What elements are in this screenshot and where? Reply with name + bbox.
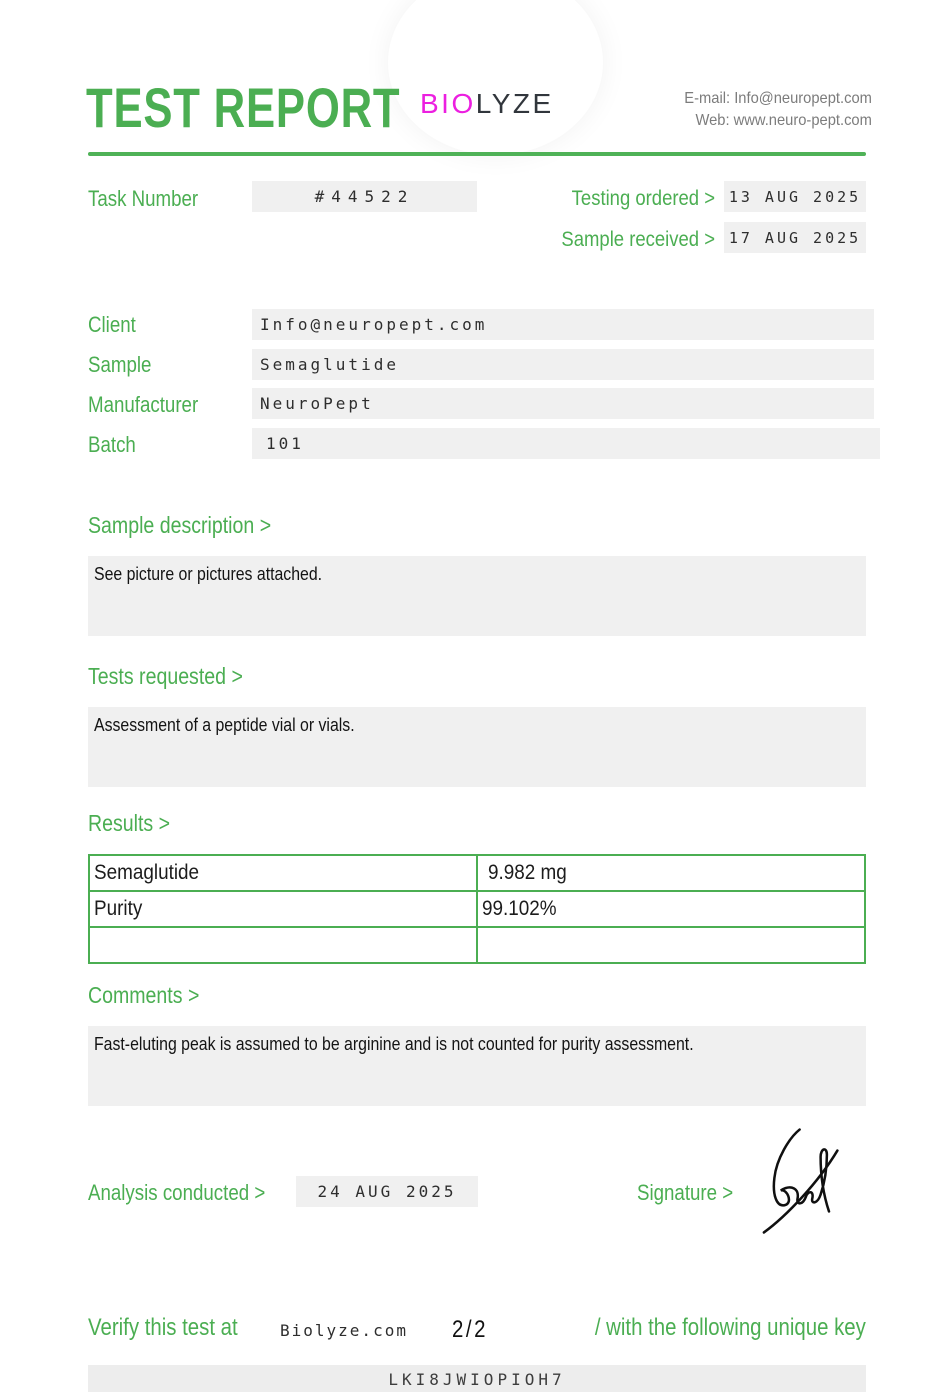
tests-requested-heading: Tests requested > (88, 663, 243, 689)
task-number-field: #44522 (252, 181, 477, 212)
unique-key-text: LKI8JWIOPIOH7 (388, 1370, 566, 1389)
signature-scribble (745, 1122, 850, 1240)
result-value-cell (477, 891, 865, 927)
brand-logo (420, 88, 554, 120)
testing-ordered-label: Testing ordered > (571, 187, 715, 210)
logo-part-lyze: LYZE (475, 88, 554, 119)
detail-value-batch: 101 (252, 428, 880, 459)
page-title: TEST REPORT (86, 76, 401, 139)
detail-label-manufacturer: Manufacturer (88, 392, 199, 417)
tests-requested-text: Assessment of a peptide vial or vials. (94, 715, 355, 735)
result-name-cell (89, 855, 477, 891)
result-value-text: 9.982 mg (488, 861, 567, 884)
result-name-cell (89, 927, 477, 963)
result-name-cell (89, 891, 477, 927)
result-row (89, 927, 865, 963)
sample-description-heading: Sample description > (88, 512, 272, 538)
sample-received-field: 17 AUG 2025 (724, 222, 866, 253)
result-value-text: 99.102% (482, 897, 557, 920)
sample-received-label: Sample received > (561, 228, 715, 251)
analysis-conducted-label: Analysis conducted > (88, 1180, 266, 1205)
result-value-cell (477, 855, 865, 891)
scan-watermark-blob (388, 0, 603, 155)
unique-key-bar (88, 1365, 866, 1392)
comments-box (88, 1026, 866, 1106)
contact-web[interactable]: Web: www.neuro-pept.com (695, 112, 872, 129)
verify-text-prefix: Verify this test at (88, 1314, 238, 1341)
task-number-label: Task Number (88, 186, 199, 211)
detail-value-sample: Semaglutide (252, 349, 874, 380)
verify-text-suffix: / with the following unique key (594, 1314, 866, 1341)
comments-heading: Comments > (88, 982, 200, 1008)
analysis-date-field: 24 AUG 2025 (296, 1176, 478, 1207)
results-heading: Results > (88, 810, 171, 836)
detail-value-manufacturer: NeuroPept (252, 388, 874, 419)
result-name-text: Semaglutide (94, 861, 200, 884)
result-name-text: Purity (94, 897, 143, 920)
detail-label-sample: Sample (88, 352, 152, 377)
sample-description-box (88, 556, 866, 636)
sample-description-text: See picture or pictures attached. (94, 564, 323, 584)
logo-part-bio: BIO (420, 88, 476, 119)
contact-block (684, 88, 872, 132)
detail-label-batch: Batch (88, 432, 136, 457)
detail-value-client: Info@neuropept.com (252, 309, 874, 340)
contact-email[interactable]: E-mail: Info@neuropept.com (684, 90, 872, 107)
result-row (89, 891, 865, 927)
result-value-cell (477, 927, 865, 963)
tests-requested-box (88, 707, 866, 787)
header-divider (88, 152, 866, 156)
signature-label: Signature > (637, 1180, 734, 1205)
testing-ordered-field: 13 AUG 2025 (724, 181, 866, 212)
results-table (88, 854, 866, 964)
verify-site-link[interactable]: Biolyze.com (280, 1321, 408, 1340)
comments-text: Fast-eluting peak is assumed to be arginine and is not counted for purity assessment. (94, 1034, 694, 1054)
detail-label-client: Client (88, 312, 136, 337)
page-indicator: 2/2 (452, 1316, 489, 1343)
result-row (89, 855, 865, 891)
